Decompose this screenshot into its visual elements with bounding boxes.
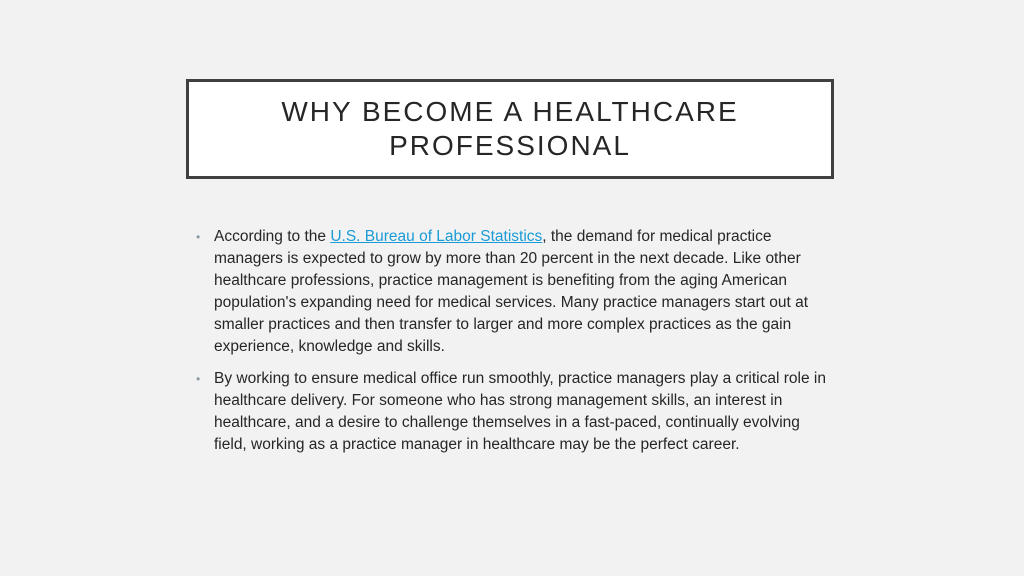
title-box (186, 79, 834, 179)
slide-title: WHY BECOME A HEALTHCARE PROFESSIONAL (281, 96, 739, 161)
bullet-item-2 (194, 368, 834, 456)
bullet-1-text-after-link: , the demand for medical practice managers is expected to grow by more than 20 percent in the next decade. Like other healthcare professions, practice management is benefiting from the aging American population's expanding need for medical services. Many practice managers start out at smaller practices and then transfer to larger and more complex practices as the gain experience, knowledge and skills. (214, 228, 809, 355)
slide-body (194, 226, 834, 466)
bullet-dot-icon: • (196, 372, 201, 386)
bullet-1-text-before-link: According to the (214, 228, 331, 245)
bullet-2-text: By working to ensure medical office run smoothly, practice managers play a critical role in healthcare delivery. For someone who has strong management skills, an interest in healthcare, and a desire to challenge themselves in a fast-paced, continually evolving field, working as a practice manager in healthcare may be the perfect career. (214, 370, 826, 453)
bls-link[interactable]: U.S. Bureau of Labor Statistics (330, 228, 543, 245)
bullet-list (194, 226, 834, 456)
bullet-dot-icon: • (196, 230, 201, 244)
bullet-item-1 (194, 226, 834, 358)
